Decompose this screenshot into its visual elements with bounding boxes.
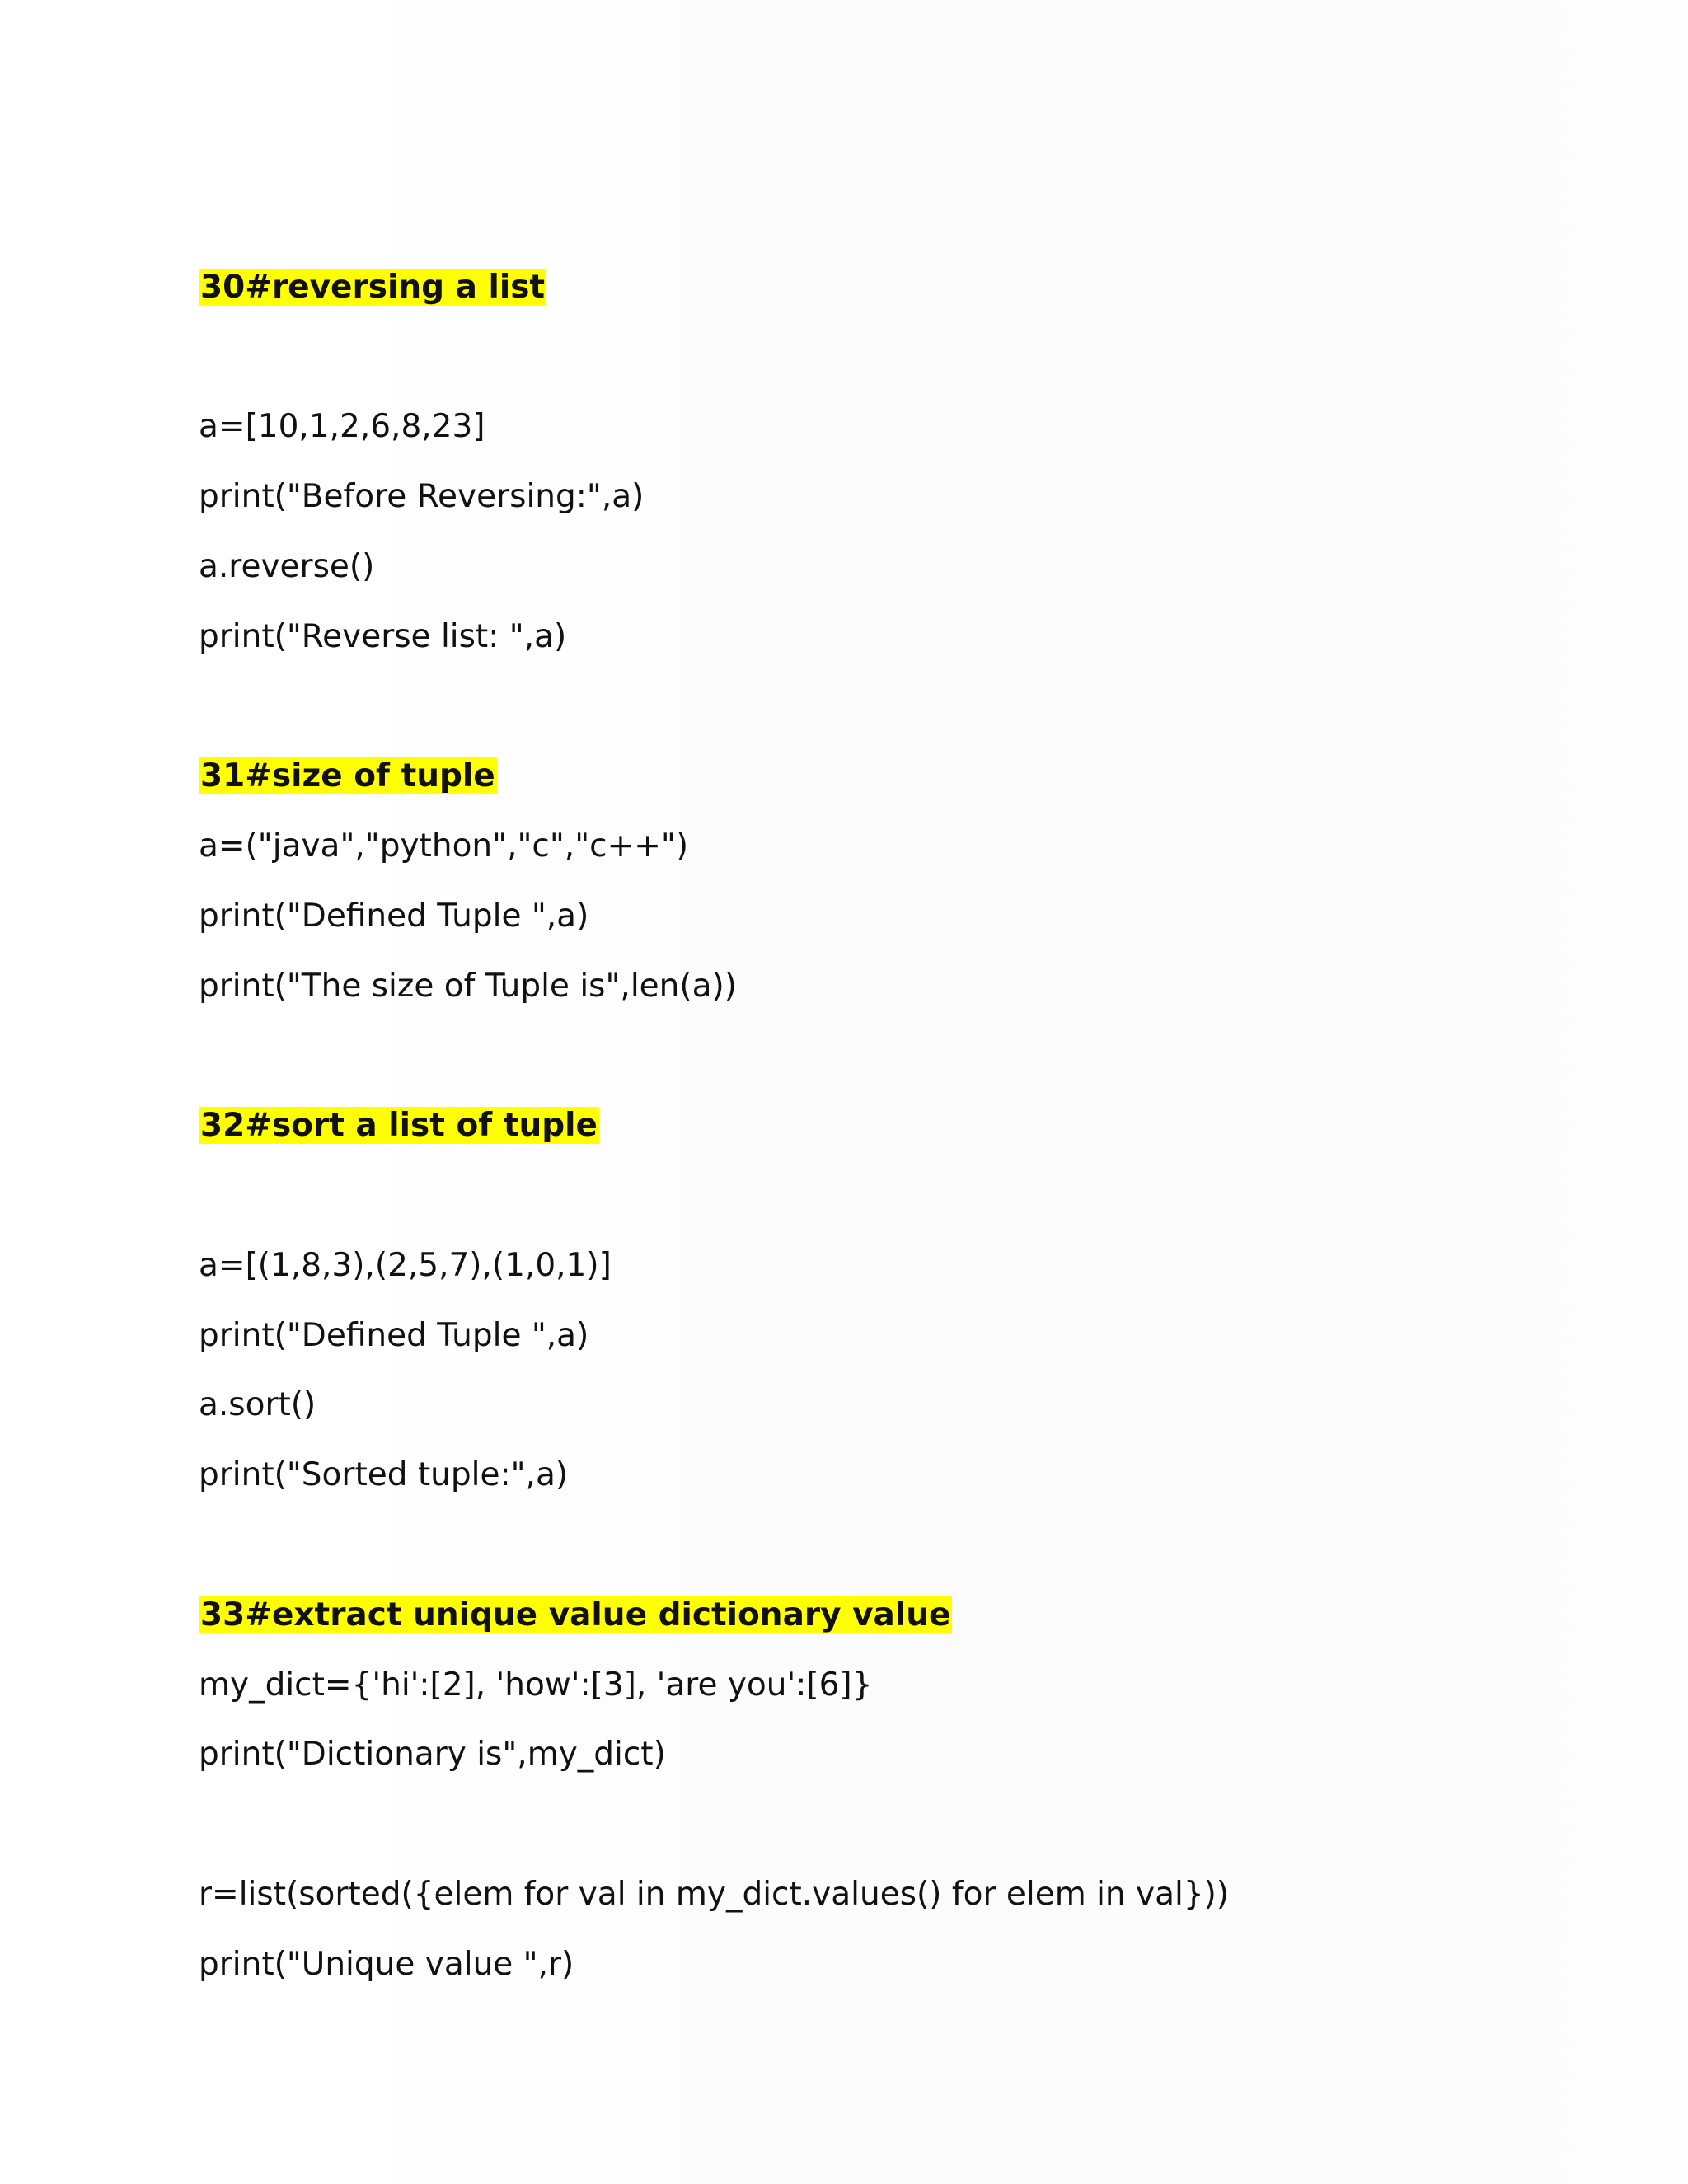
section-32-heading: [199, 1106, 599, 1146]
code-line: print("Sorted tuple:",a): [199, 1456, 569, 1493]
code-line: print("Unique value ",r): [199, 1946, 574, 1983]
code-line: print("Before Reversing:",a): [199, 478, 645, 515]
code-line: a.reverse(): [199, 548, 375, 585]
heading-highlight: 32#sort a list of tuple: [200, 1107, 598, 1144]
code-line: print("Defined Tuple ",a): [199, 898, 589, 935]
code-line: my_dict={'hi':[2], 'how':[3], 'are you':[6]}: [199, 1666, 873, 1704]
code-line: a=[10,1,2,6,8,23]: [199, 408, 485, 445]
heading-highlight: 33#extract unique value dictionary value: [200, 1596, 951, 1633]
code-line: print("Dictionary is",my_dict): [199, 1736, 666, 1773]
code-line: print("Reverse list: ",a): [199, 618, 567, 655]
heading-highlight: 30#reversing a list: [200, 269, 546, 306]
code-line: print("Defined Tuple ",a): [199, 1317, 589, 1354]
code-line: a.sort(): [199, 1386, 316, 1423]
code-line: print("The size of Tuple is",len(a)): [199, 968, 737, 1005]
code-line: r=list(sorted({elem for val in my_dict.values() for elem in val})): [199, 1876, 1230, 1913]
heading-highlight: 31#size of tuple: [200, 757, 495, 794]
section-31-heading: [199, 757, 497, 796]
section-33-heading: [199, 1596, 952, 1635]
code-line: a=[(1,8,3),(2,5,7),(1,0,1)]: [199, 1247, 612, 1284]
section-30-heading: [199, 268, 546, 307]
code-line: a=("java","python","c","c++"): [199, 827, 689, 865]
